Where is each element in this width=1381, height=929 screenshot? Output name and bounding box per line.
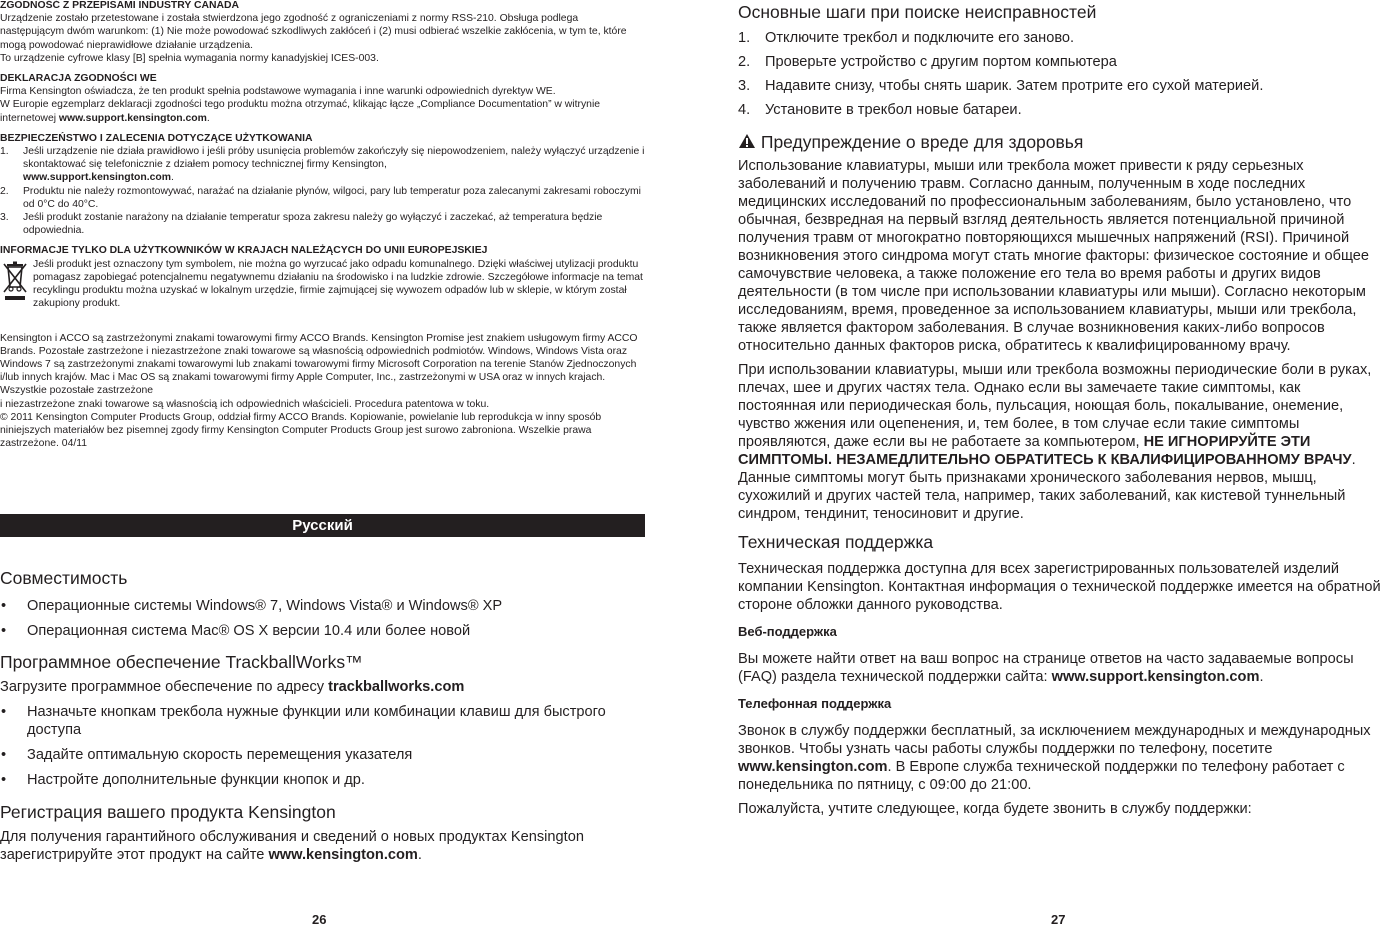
list-item: 3. Надавите снизу, чтобы снять шарик. Затем протрите его сухой материей. (738, 78, 1264, 94)
ices-text: To urządzenie cyfrowe klasy [B] spełnia wymagania normy kanadyjskiej ICES-003. (0, 52, 379, 64)
page-number-left: 26 (312, 912, 327, 927)
list-item: • Назначьте кнопкам трекбола нужные функции или комбинации клавиш для быстрого доступа (1, 704, 606, 738)
eu-text: Jeśli produkt jest oznaczony tym symbolem, nie można go wyrzucać jako odpadu komunalnego. Dzięki właściwej utylizacji produktu pomagasz zapobiegać potencjalnemu negatywnemu działaniu na środowisko i na ludzkie zdrowie. Szczegółowe informacje na temat recyklingu produktu można uzyskać w lokalnym urzędzie, firmie zajmującej się wywozem odpadów lub w sklepie, w którym został zakupiony produkt. (33, 258, 643, 310)
ce-declaration-link-text: W Europie egzemplarz deklaracji zgodności tego produktu można otrzymać, klikając łącze „Compliance Documentation” w witrynie internetowej www.support.kensington.com. (0, 99, 601, 124)
kensington-link[interactable]: www.kensington.com (738, 759, 888, 775)
language-bar: Русский (0, 514, 645, 537)
list-item: 3. Jeśli produkt zostanie narażony na działanie temperatur spoza zakresu należy go wyłączyć i zaczekać, aż temperatura będzie odpowiednia. (0, 212, 603, 237)
list-item: 1. Jeśli urządzenie nie działa prawidłowo i jeśli próby usunięcia problemów zakończyły się niepowodzeniem, należy wyłączyć urządzenie i skontaktować się telefonicznie z działem pomocy technicznej firmy Kensington, www.support.kensington.com. (0, 146, 645, 184)
troubleshoot-heading: Основные шаги при поиске неисправностей (738, 2, 1097, 22)
russian-right-section (738, 1, 1381, 818)
list-item: 2. Проверьте устройство с другим портом компьютера (738, 54, 1117, 70)
eu-block (0, 244, 645, 317)
software-text: Загрузите программное обеспечение по адресу trackballworks.com (0, 679, 465, 695)
ce-declaration-text: Firma Kensington oświadcza, że ten produkt spełnia podstawowe wymagania i inne warunki odpowiednich dyrektyw WE. (0, 86, 556, 98)
software-heading: Программное обеспечение TrackballWorks™ (0, 652, 363, 672)
support-link[interactable]: www.support.kensington.com (23, 172, 171, 184)
warning-icon (738, 133, 756, 149)
phone-support-text: Звонок в службу поддержки бесплатный, за исключением международных и международных звонков. Чтобы узнать часы работы службы поддержки по телефону, посетите www.kensington.com. В Европе служба технической поддержки по телефону работает с понедельника по пятницу, с 09:00 до 21:00. (738, 723, 1371, 793)
compat-list (0, 597, 645, 640)
weee-notice (0, 258, 645, 318)
russian-left-section (0, 567, 645, 864)
phone-support-heading: Телефонная поддержка (738, 696, 892, 711)
support-heading: Техническая поддержка (738, 532, 934, 552)
safety-heading: BEZPIECZEŃSTWO I ZALECENIA DOTYCZĄCE UŻYTKOWANIA (0, 132, 313, 144)
list-item: 1. Отключите трекбол и подключите его заново. (738, 30, 1075, 46)
software-list (0, 703, 645, 789)
list-item: • Операционные системы Windows® 7, Windows Vista® и Windows® XP (1, 598, 503, 614)
compat-heading: Совместимость (0, 568, 128, 588)
industry-canada-block (0, 0, 645, 65)
support-link[interactable]: www.support.kensington.com (1051, 669, 1260, 685)
safety-list (0, 145, 645, 237)
support-text: Техническая поддержка доступна для всех зарегистрированных пользователей изделий компании Kensington. Контактная информация о технической поддержке имеется на обратной стороне обложки данного руководства. (738, 561, 1381, 613)
page-number-right: 27 (1051, 912, 1066, 927)
health-text-2: При использовании клавиатуры, мыши или трекбола возможны периодические боли в руках, плечах, шее и других частях тела. Однако если вы замечаете такие симптомы, как постоянная или периодическая боль, пульсация, ноющая боль, покалывание, онемение, чувство жжения или оцепенения, и, тем более, в том случае если такие симптомы проявляются, даже если вы не работаете за компьютером, НЕ ИГНОРИРУЙТЕ ЭТИ СИМПТОМЫ. НЕЗАМЕДЛИТЕЛЬНО ОБРАТИТЕСЬ К КВАЛИФИЦИРОВАННОМУ ВРАЧУ. Данные симптомы могут быть признаками хронического заболевания нервов, мышц, сухожилий и других частей тела, например, таких заболеваний, как кистевой туннельный синдром, тендинит, теносиновит и другие. (738, 362, 1372, 522)
registration-text: Для получения гарантийного обслуживания и сведений о новых продуктах Kensington зарегистрируйте этот продукт на сайте www.kensington.com. (0, 829, 584, 863)
trademark-block (0, 332, 645, 451)
web-support-text: Вы можете найти ответ на ваш вопрос на странице ответов на часто задаваемые вопросы (FAQ) раздела технической поддержки сайта: www.support.kensington.com. (738, 651, 1354, 685)
ce-declaration-block (0, 72, 645, 125)
polish-section (0, 0, 645, 457)
troubleshoot-list (738, 29, 1381, 119)
industry-canada-text: Urządzenie zostało przetestowane i została stwierdzona jego zgodność z ograniczeniami z normy RSS-210. Obsługa podlega następującym dwóm warunkom: (1) Nie może powodować szkodliwych zakłóceń i (2) musi odbierać wszelkie zakłócenia, w tym te, które mogą powodować nieprawidłowe działanie urządzenia. (0, 13, 627, 51)
phone-support-text-2: Пожалуйста, учтите следующее, когда будете звонить в службу поддержки: (738, 801, 1252, 817)
list-item: 2. Produktu nie należy rozmontowywać, narażać na działanie płynów, wilgoci, pary lub temperatur poza zalecanymi zakresami roboczymi od 0°C do 40°C. (0, 185, 641, 210)
registration-heading: Регистрация вашего продукта Kensington (0, 802, 336, 822)
list-item: • Операционная система Mac® OS X версии 10.4 или более новой (1, 623, 471, 639)
health-heading: Предупреждение о вреде для здоровья (738, 131, 1381, 153)
list-item: • Настройте дополнительные функции кнопок и др. (1, 772, 365, 788)
eu-heading: INFORMACJE TYLKO DLA UŻYTKOWNIKÓW W KRAJACH NALEŻĄCYCH DO UNII EUROPEJSKIEJ (0, 245, 488, 257)
health-warning-bold: НЕ ИГНОРИРУЙТЕ ЭТИ СИМПТОМЫ. НЕЗАМЕДЛИТЕЛЬНО ОБРАТИТЕСЬ К КВАЛИФИЦИРОВАННОМУ ВРАЧУ (738, 434, 1352, 468)
copyright-text: © 2011 Kensington Computer Products Group, oddział firmy ACCO Brands. Kopiowanie, powielanie lub reprodukcja w inny sposób niniejszych materiałów bez pisemnej zgody firmy Kensington Computer Products Group jest surowo zabroniona. Wszelkie prawa zastrzeżone. 04/11 (0, 411, 602, 450)
list-item: 4. Установите в трекбол новые батареи. (738, 102, 1022, 118)
industry-canada-heading: ZGODNOŚĆ Z PRZEPISAMI INDUSTRY CANADA (0, 0, 239, 11)
web-support-heading: Веб-поддержка (738, 624, 837, 639)
safety-block (0, 132, 645, 238)
health-text: Использование клавиатуры, мыши или трекбола может привести к ряду серьезных заболеваний и получению травм. Согласно данным, полученным в ходе последних медицинских исследований по профессиональным заболеваниям, было установлено, что обычная, безвредная на первый взгляд деятельность является потенциальной причиной получения травм от многократно повторяющихся мышечных напряжений (RSI). Причиной возникновения этого синдрома могут стать многие факторы: физическое состояние и общее самочувствие человека, а также положение его тела во время работы и других видов деятельности (в том числе при использовании клавиатуры или мыши). Согласно некоторым исследованиям, время, проведенное за использованием клавиатуры, мыши или трекбола, также является фактором заболевания. В случае возникновения каких-либо вопросов относительно данных факторов риска, обратитесь к квалифицированному врачу. (738, 158, 1370, 354)
list-item: • Задайте оптимальную скорость перемещения указателя (1, 747, 413, 763)
weee-bin-icon (3, 260, 27, 304)
kensington-link[interactable]: www.kensington.com (268, 847, 418, 863)
trackballworks-link[interactable]: trackballworks.com (328, 679, 465, 695)
right-page (738, 0, 1381, 929)
trademark-text-2: i niezastrzeżone znaki towarowe są własnością ich odpowiednich właścicieli. Procedura patentowa w toku. (0, 398, 490, 410)
trademark-text: Kensington i ACCO są zastrzeżonymi znakami towarowymi firmy ACCO Brands. Kensington Promise jest znakiem usługowym firmy ACCO Brands. Pozostałe zastrzeżone i niezastrzeżone znaki towarowe są własnością odpowiednich podmiotów. Windows, Windows Vista oraz Windows 7 są zastrzeżonymi znakami towarowymi lub znakami towarowymi firmy Microsoft Corporation na terenie Stanów Zjednoczonych i/lub innych krajów. Mac i Mac OS są znakami towarowymi firmy Apple Computer, Inc., zastrzeżonymi w USA oraz w innych krajach. Wszystkie pozostałe zastrzeżone (0, 332, 638, 397)
support-link[interactable]: www.support.kensington.com (58, 112, 207, 124)
left-page (0, 0, 645, 929)
ce-declaration-heading: DEKLARACJA ZGODNOŚCI WE (0, 73, 157, 85)
